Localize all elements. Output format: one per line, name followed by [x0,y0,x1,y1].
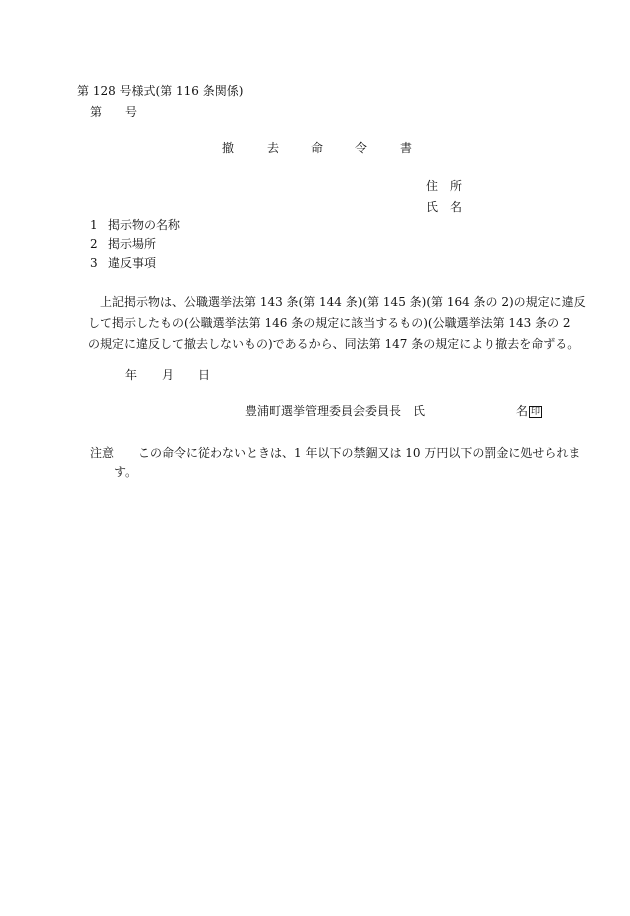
title-char-3: 命 [311,141,324,155]
issuer-title: 豊浦町選挙管理委員会委員長 氏 [245,404,426,418]
item-2-text: 掲示場所 [108,237,157,251]
note-text-2: す。 [114,465,138,479]
title-char-5: 書 [400,141,413,155]
item-1-text: 掲示物の名称 [108,218,181,232]
note-section [90,444,580,482]
title-char-4: 令 [355,141,368,155]
form-number: 第 128 号様式(第 116 条関係) [77,84,244,98]
title-char-1: 撤 [222,141,235,155]
date-day: 日 [198,368,211,382]
note-line-1 [90,444,580,463]
body-line-3: の規定に違反して撤去しないもの)であるから、同法第 147 条の規定により撤去を命ずる。 [88,337,580,351]
note-text-1: この命令に従わないときは、1 年以下の禁錮又は 10 万円以下の罰金に処せられま [138,446,581,460]
title-char-2: 去 [267,141,280,155]
item-2-number: 2 [90,237,98,251]
body-paragraph [88,292,586,355]
date-year: 年 [125,368,138,382]
note-label: 注意 [90,446,115,460]
seal-mark: 印 [531,407,541,417]
doc-number-suffix: 号 [125,105,138,119]
body-line-1: 上記掲示物は、公職選挙法第 143 条(第 144 条)(第 145 条)(第 164 条の 2)の規定に違反 [100,295,586,309]
issuer-name-end [516,405,542,418]
item-1-number: 1 [90,218,98,232]
address-label: 住 所 [426,179,463,193]
date-month: 月 [162,368,175,382]
doc-number-prefix: 第 [90,105,103,119]
item-3-number: 3 [90,256,98,270]
issuer-name-end-char: 名 [516,404,529,418]
name-label: 氏 名 [426,200,463,214]
body-line-2: して掲示したもの(公職選挙法第 146 条の規定に該当するもの)(公職選挙法第 143 条の 2 [88,316,571,330]
item-3-text: 違反事項 [108,256,157,270]
